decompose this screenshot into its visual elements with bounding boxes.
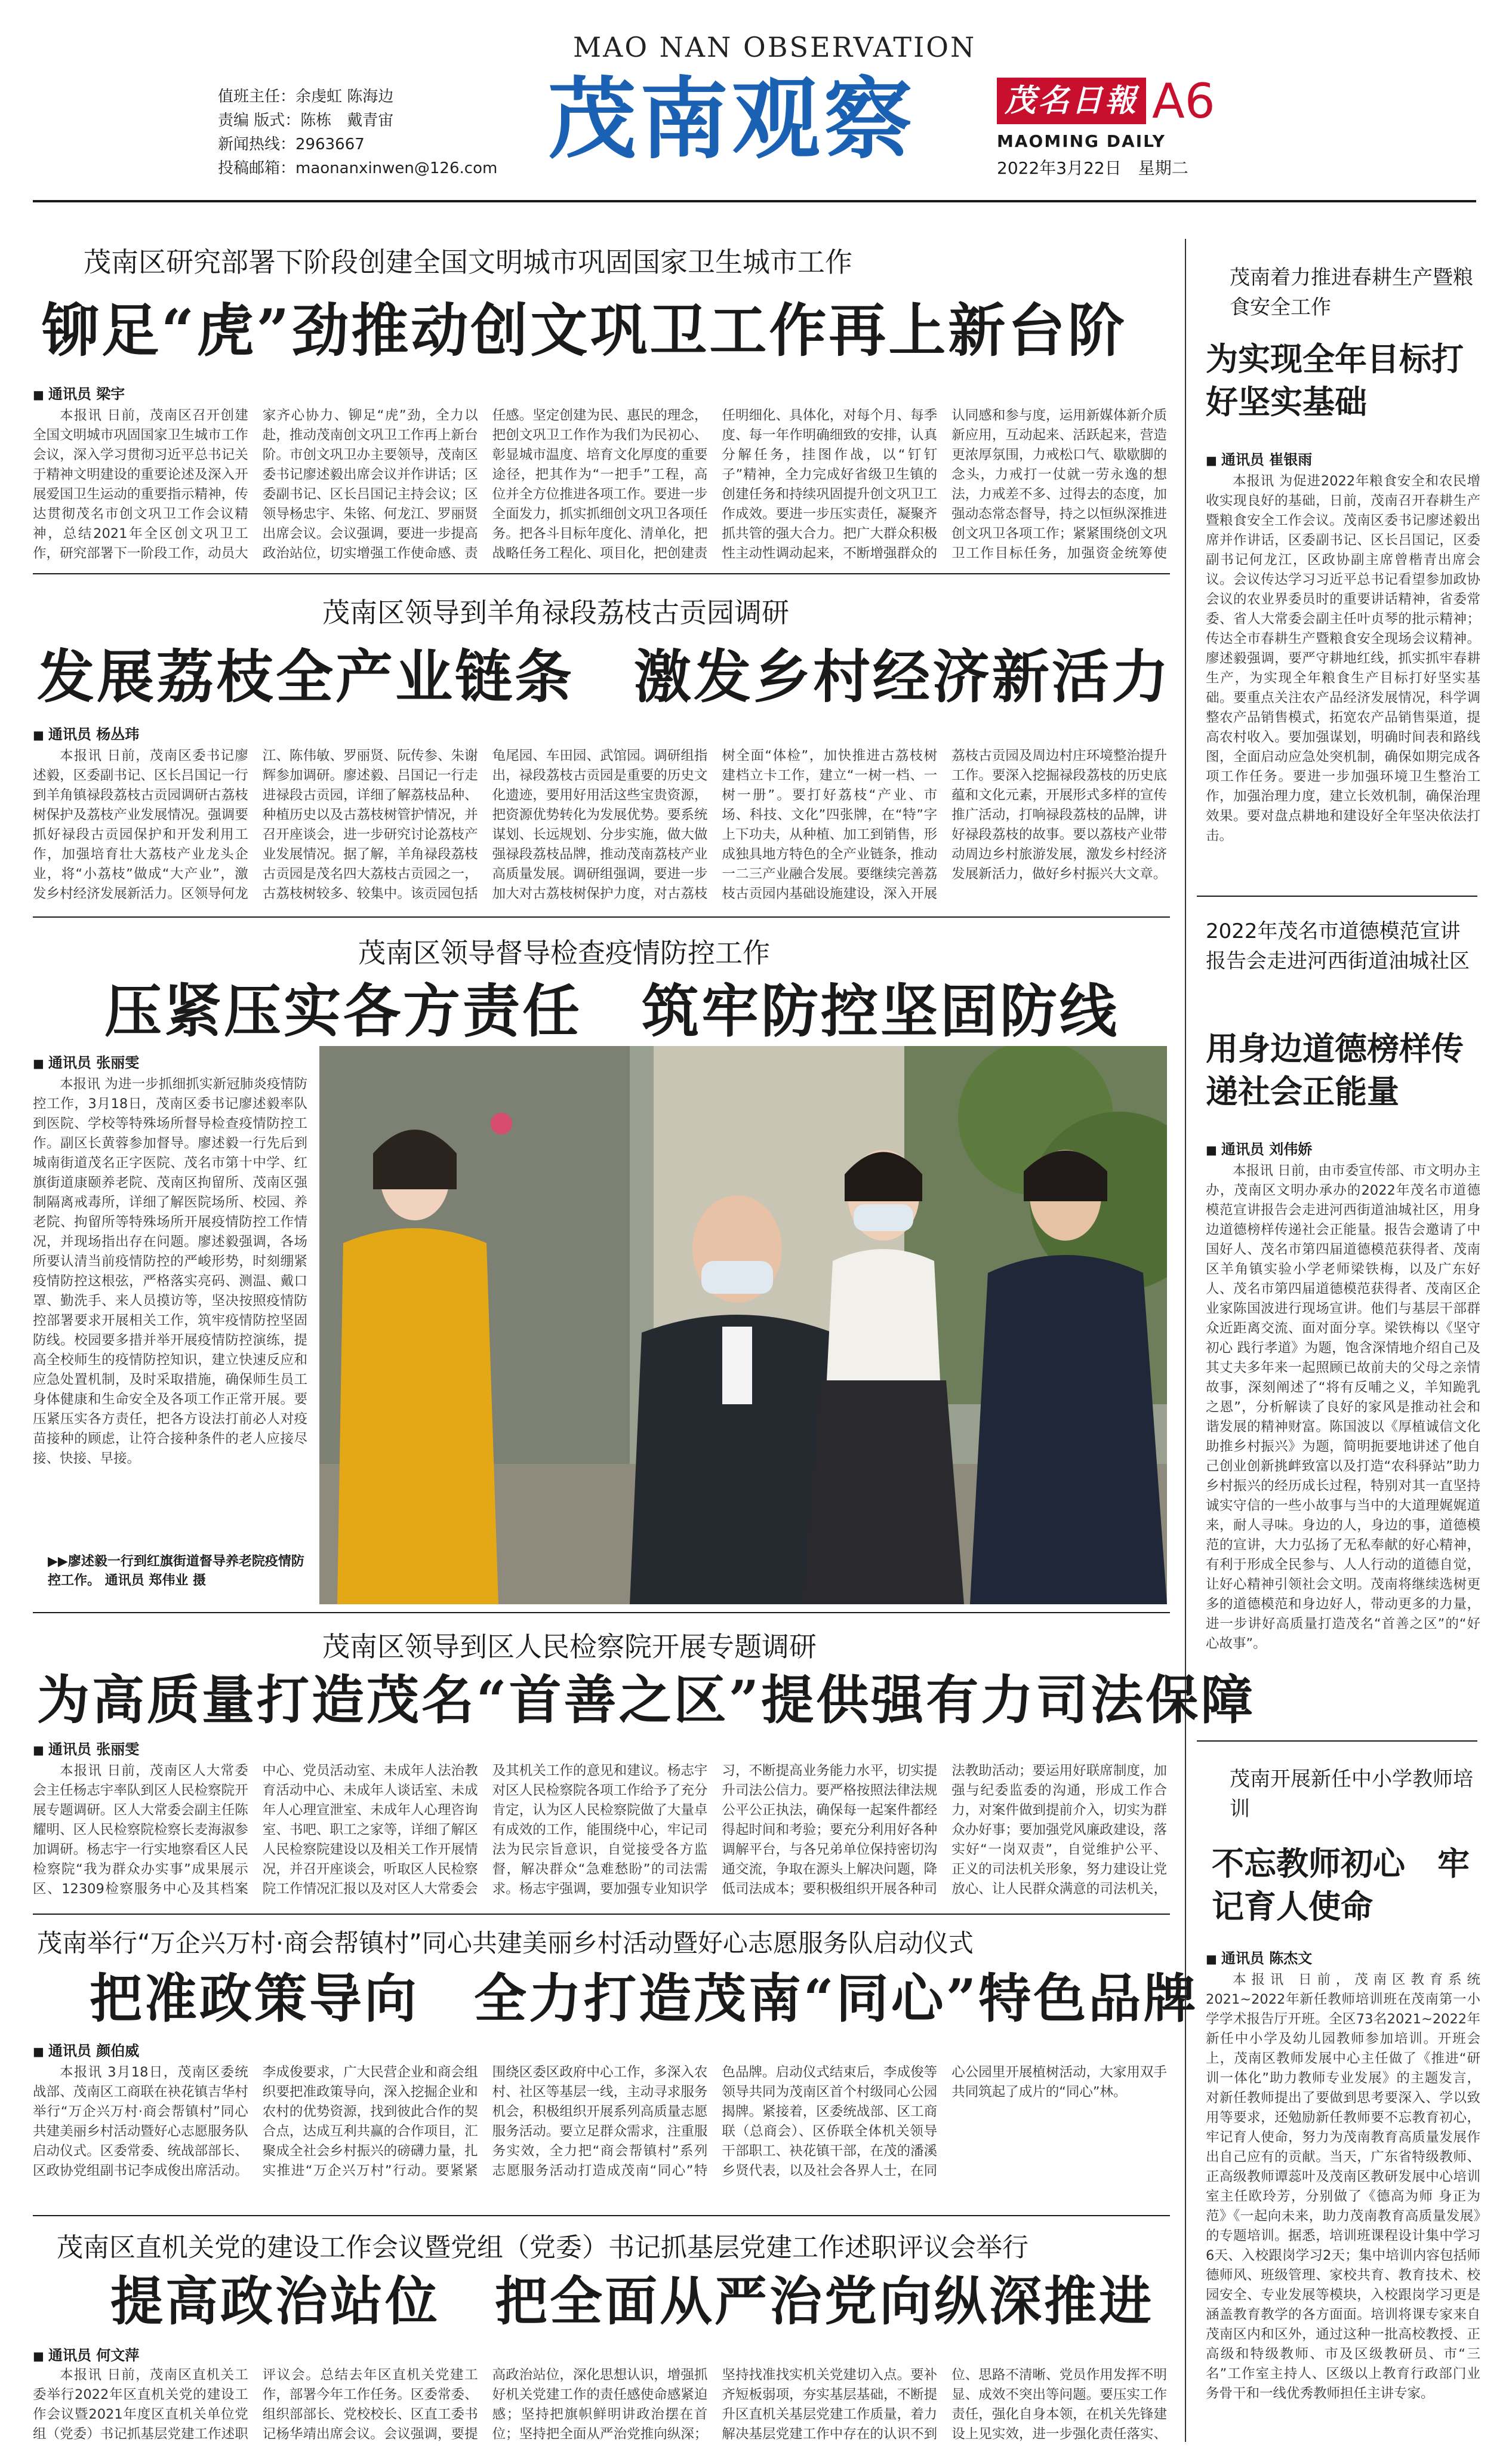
layout-line: 责编 版式：陈栋 戴青宙 [218,112,394,130]
column-divider [1185,239,1186,2442]
news-photo [319,1046,1167,1604]
article-6-kicker: 茂南区直机关党的建设工作会议暨党组（党委）书记抓基层党建工作述职评议会举行 [57,2232,1028,2263]
photo-caption: ▶▶廖述毅一行到红旗街道督导养老院疫情防控工作。 通讯员 郑伟业 摄 [48,1554,304,1588]
article-5-body: 本报讯 3月18日，茂南区委统战部、茂南区工商联在袂花镇吉华村举行“万企兴万村·商会帮镇村”同心共建美丽乡村活动暨好心志愿服务队启动仪式。区委常委、统战部部长、区政协党组副书记李成俊出席活动。李成俊要求，广大民营企业和商会组织要把准政策导向，深入挖掘企业和农村的优势资源，找到彼此合作的契合点，达成互利共赢的合作项目，汇聚成全社会乡村振兴的磅礴力量，扎实推进“万企兴万村”行动。要紧紧围绕区委区政府中心工作，多深入农村、社区等基层一线，主动寻求服务机会，积极组织开展系列高质量志愿服务活动。要立足群众需求，注重服务实效，全力把“商会帮镇村”系列志愿服务活动打造成茂南“同心”特色品牌。启动仪式结束后，李成俊等领导共同为茂南区首个村级同心公园揭牌。紧接着，区委统战部、区工商联（总商会）、区侨联全体机关领导干部职工、袂花镇干部，在茂的潘溪乡贤代表，以及社会各界人士，在同心公园里开展植树活动，大家用双手共同筑起了成片的“同心”林。 [33,2065,1167,2179]
article-2-kicker: 茂南区领导到羊角禄段荔枝古贡园调研 [322,596,789,629]
side-3-headline: 不忘教师初心 牢记育人使命 [1212,1844,1470,1925]
article-1-body: 本报讯 日前，茂南区召开创建全国文明城市巩固国家卫生城市工作会议，深入学习贯彻习近平总书记关于精神文明建设的重要论述及深入开展爱国卫生运动的重要指示精神，传达贯彻茂名市创文巩卫工作会议精神，总结2021年全区创文巩卫工作，研究部署下一阶段工作，动员大家齐心协力、铆足“虎”劲，全力以赴，推动茂南创文巩卫工作再上新台阶。市创文巩卫办主要领导，茂南区委书记廖述毅出席会议并作讲话；区委副书记、区长吕国记主持会议；区领导杨忠宇、朱铭、何龙江、罗丽贤出席会议。会议强调，要进一步提高政治站位，切实增强工作使命感、责任感。坚定创建为民、惠民的理念，把创文巩卫工作作为我们为民初心、彰显城市温度、培育文化厚度的重要途径，把其作为“一把手”工程，高位并全方位推进各项工作。要进一步全面发力，抓实抓细创文巩卫各项任务。把各斗目标年度化、清单化，把战略任务工程化、项目化，把创建责任明细化、具体化，对每个月、每季度、每一年作明确细致的安排，认真分解任务，挂图作战，以“钉钉子”精神，全力完成好省级卫生镇的创建任务和持续巩固提升创文巩卫工作成效。要进一步压实责任，凝聚齐抓共管的强大合力。把广大群众积极性主动性调动起来，不断增强群众的认同感和参与度，运用新媒体新介质新应用，互动起来、活跃起来，营造更浓厚氛围，力戒松口气、歇歇脚的念头，力戒打一仗就一劳永逸的想法，力戒差不多、过得去的态度，加强动态常态督导，持之以恒纵深推进创文巩卫各项工作；紧紧围绕创文巩卫工作目标任务，加强资金统筹使 [33,408,1167,561]
article-3-headline: 压紧压实各方责任 筑牢防控坚固防线 [104,977,1119,1045]
article-rule [33,1612,1170,1613]
article-5-byline: ■ 通讯员 颜伯威 [33,2039,139,2060]
issue-date: 2022年3月22日 星期二 [997,158,1188,178]
article-5-headline: 把准政策导向 全力打造茂南“同心”特色品牌 [90,1967,1199,2029]
article-3-byline: ■ 通讯员 张丽雯 [33,1051,139,1072]
side-2-headline: 用身边道德榜样传递社会正能量 [1206,1029,1464,1111]
phone-line: 新闻热线：2963667 [218,136,365,153]
paper-logo: 茂名日報 [997,78,1146,124]
article-1-byline: ■ 通讯员 梁宇 [33,382,125,403]
article-rule [33,1914,1170,1915]
side-2-kicker: 2022年茂名市道德模范宣讲报告会走进河西街道油城社区 [1206,919,1470,973]
news-photo-illustration [319,1046,1167,1604]
article-3-body: 本报讯 为进一步抓细抓实新冠肺炎疫情防控工作，3月18日，茂南区委书记廖述毅率队到医院、学校等特殊场所督导检查疫情防控工作。副区长黄蓉参加督导。廖述毅一行先后到城南街道茂名正字医院、茂名市第十中学、红旗街道康颐养老院、茂南区拘留所、茂南区强制隔离戒毒所，详细了解医院场所、校园、养老院、拘留所等特殊场所开展疫情防控工作情况，并现场指出存在问题。廖述毅强调，各场所要认清当前疫情防控的严峻形势，时刻绷紧疫情防控这根弦，严格落实亮码、测温、戴口罩、勤洗手、来人员摸访等，坚决按照疫情防控部署要求开展相关工作，筑牢疫情防控坚固防线。校园要多措并举开展疫情防控演练，提高全校师生的疫情防控知识，建立快速反应和应急处置机制，及时采取措施，确保师生员工身体健康和生命安全及各项工作正常开展。要压紧压实各方责任，把各方设法打前必人对疫苗接种的顾虑，让符合接种条件的老人应接尽接、快接、早接。 [33,1076,307,1466]
article-1-headline: 铆足“虎”劲推动创文巩卫工作再上新台阶 [42,297,1128,364]
article-rule [33,573,1170,574]
side-1-byline: ■ 通讯员 崔银雨 [1206,448,1312,469]
masthead-title: 茂南观察 [548,67,916,171]
article-rule [33,916,1170,918]
article-rule [33,2215,1170,2216]
page-number: A6 [1152,73,1215,129]
article-6-byline: ■ 通讯员 何文萍 [33,2343,139,2364]
side-3-body: 本报讯 日前，茂南区教育系统2021~2022年新任教师培训班在茂南第一小学学术报告厅开班。全区73名2021~2022年新任中小学及幼儿园教师参加培训。开班会上，茂南区教师发展中心主任做了《推进“研训一体化”助力教师专业发展》的主题发言，对新任教师提出了要做到思考要深入、学以致用等要求，还勉励新任教师要不忘教育初心，牢记育人使命，努力为茂南教育高质量发展作出自己应有的贡献。当天，广东省特级教师、正高级教师谭蕊叶及茂南区教研发展中心培训室主任欧玲芳，分别做了《德高为师 身正为范》《一起向未来，助力茂南教育高质量发展》的专题培训。据悉，培训班课程设计集中学习6天、入校跟岗学习2天；集中培训内容包括师德师风、班级管理、家校共育、教育技术、校园安全、专业发展等模块，入校跟岗学习更是涵盖教育教学的各方面面。培训将课专家来自茂南区内和区外，通过这种一批高校教授、正高级和特级教师、市及区级教研员、市“三名”工作室主持人、区级以上教育行政部门业务骨干和一线优秀教师担任主讲专家。 [1206,1972,1480,2401]
article-4-kicker: 茂南区领导到区人民检察院开展专题调研 [322,1631,817,1663]
editor-line: 值班主任：余虔虹 陈海边 [218,88,394,106]
article-1-kicker: 茂南区研究部署下阶段创建全国文明城市巩固国家卫生城市工作 [84,246,852,278]
article-5-kicker: 茂南举行“万企兴万村·商会帮镇村”同心共建美丽乡村活动暨好心志愿服务队启动仪式 [37,1928,974,1958]
article-4-byline: ■ 通讯员 张丽雯 [33,1737,139,1758]
email-line: 投稿邮箱：maonanxinwen@126.com [218,159,498,177]
masthead-meta [218,85,497,180]
article-3-kicker: 茂南区领导督导检查疫情防控工作 [358,937,770,969]
side-2-body: 本报讯 日前，由市委宣传部、市文明办主办，茂南区文明办承办的2022年茂名市道德模范宣讲报告会走进河西街道油城社区，用身边道德榜样传递社会正能量。报告会邀请了中国好人、茂名市第四届道德模范获得者、茂南区羊角镇实验小学老师梁铁梅，以及广东好人、茂名市第四届道德模范获得者、茂南区企业家陈国波进行现场宣讲。他们与基层干部群众近距离交流、面对面分享。梁铁梅以《坚守初心 践行孝道》为题，饱含深情地介绍自己及其丈夫多年来一起照顾已故前夫的父母之亲情故事，深刻阐述了“将有反哺之义，羊知跪乳之恩”，分析解读了良好的家风是推动社会和谐发展的精神财富。陈国波以《厚植诚信文化 助推乡村振兴》为题，简明扼要地讲述了他自己创业创新挑衅致富以及打造“农科驿站”助力乡村振兴的经历成长过程，特别对其一直坚持诚实守信的一些小故事与当中的大道理娓娓道来，耐人寻味。身边的人，身边的事，道德模范的宣讲，大力弘扬了无私奉献的好心精神，有利于形成全民参与、人人行动的道德自觉，让好心精神引领社会文明。茂南将继续选树更多的道德模范和身边好人，带动更多的力量，进一步讲好高质量打造茂名“首善之区”的“好心故事”。 [1206,1163,1480,1651]
article-4-headline: 为高质量打造茂名“首善之区”提供强有力司法保障 [37,1669,1256,1731]
masthead-english: MAO NAN OBSERVATION [573,31,977,63]
article-2-byline: ■ 通讯员 杨丛玮 [33,722,139,743]
paper-english-name: MAOMING DAILY [997,131,1166,151]
side-1-kicker: 茂南着力推进春耕生产暨粮食安全工作 [1230,266,1473,319]
side-rule [1197,896,1477,897]
side-2-byline: ■ 通讯员 刘伟娇 [1206,1137,1312,1158]
article-2-headline: 发展荔枝全产业链条 激发乡村经济新活力 [37,643,1171,710]
side-3-kicker: 茂南开展新任中小学教师培训 [1230,1767,1473,1821]
side-1-headline: 为实现全年目标打好坚实基础 [1206,340,1464,421]
article-6-headline: 提高政治站位 把全面从严治党向纵深推进 [110,2270,1154,2332]
article-6-body: 本报讯 日前，茂南区直机关工委举行2022年区直机关党的建设工作会议暨2021年度区直机关单位党组（党委）书记抓基层党建工作述职评议会。总结去年区直机关党建工作，部署今年工作任务。区委常委、组织部部长、党校校长、区直工委书记杨华靖出席会议。会议强调，要提高政治站位，深化思想认识，增强抓好机关党建工作的责任感使命感紧迫感；坚持把旗帜鲜明讲政治摆在首位；坚持把全面从严治党推向纵深；坚持找准找实机关党建切入点。要补齐短板弱项，夯实基层基础，不断提升区直机关基层党建工作质量，着力解决基层党建工作中存在的认识不到位、思路不清晰、党员作用发挥不明显、成效不突出等问题。要压实工作责任，强化自身本领，在机关先锋建设上见实效，进一步强化责任落实、 [33,2367,1167,2442]
article-4-body: 本报讯 日前，茂南区人大常委会主任杨志宇率队到区人民检察院开展专题调研。区人大常委会副主任陈耀明、区人民检察院检察长麦海淑参加调研。杨志宇一行实地察看区人民检察院“我为群众办实事”成果展示区、12309检察服务中心及其档案中心、党员活动室、未成年人法治教育活动中心、未成年人谈话室、未成年人心理宣泄室、未成年人心理咨询室、书吧、职工之家等，详细了解区人民检察院建设以及相关工作开展情况，并召开座谈会，听取区人民检察院工作情况汇报以及对区人大常委会及其机关工作的意见和建议。杨志宇对区人民检察院各项工作给予了充分肯定，认为区人民检察院做了大量卓有成效的工作，能围绕中心，牢记司法为民宗旨意识，自觉接受各方监督，解决群众“急难愁盼”的司法需求。杨志宇强调，要加强专业知识学习，不断提高业务能力水平，切实提升司法公信力。要严格按照法律法规公平公正执法，确保每一起案件都经得起时间和考验；要充分利用好各种调解平台，与各兄弟单位保持密切沟通交流，争取在源头上解决问题，降低司法成本；要积极组织开展各种司法教助活动；要运用好联席制度，加强与纪委监委的沟通，形成工作合力，对案件做到提前介入，切实为群众办好事；要加强党风廉政建设，落实好“一岗双责”，自觉维护公平、正义的司法机关形象，努力建设让党放心、让人民群众满意的司法机关， [33,1763,1167,1897]
side-1-body: 本报讯 为促进2022年粮食安全和农民增收实现良好的基础，日前，茂南召开春耕生产暨粮食安全工作会议。茂南区委书记廖述毅出席并作讲话，区委副书记、区长吕国记，区委副书记何龙江，区政协副主席曾楷青出席会议。会议传达学习习近平总书记看望参加政协会议的农业界委员时的重要讲话精神，省委常委、省人大常委会副主任叶贞琴的批示精神；传达全市春耕生产暨粮食安全现场会议精神。廖述毅强调，要严守耕地红线，抓实抓牢春耕生产，为实现全年粮食生产目标打好坚实基础。要重点关注农产品经济发展情况，科学调整农产品销售模式，拓宽农产品销售渠道，提高农村收入。要加强谋划，明确时间表和路线图，全面启动应急处突机制，确保如期完成各项工作任务。要进一步加强环境卫生整治工作，加强治理力度，建立长效机制，确保治理效果。要对盘点耕地和建设好全年坚决依法打击。 [1206,473,1480,844]
article-2-body: 本报讯 日前，茂南区委书记廖述毅，区委副书记、区长吕国记一行到羊角镇禄段荔枝古贡园调研古荔枝树保护及荔枝产业发展情况。强调要抓好禄段古贡园保护和开发利用工作，加强培育壮大荔枝产业龙头企业，将“小荔枝”做成“大产业”，激发乡村经济发展新活力。区领导何龙江、陈伟敏、罗丽贤、阮传参、朱谢辉参加调研。廖述毅、吕国记一行走进禄段古贡园，详细了解荔枝品种、种植历史以及古荔枝树管护情况，并召开座谈会，进一步研究讨论荔枝产业发展情况。据了解，羊角禄段荔枝古贡园是茂名四大荔枝古贡园之一，古荔枝树较多、较集中。该贡园包括龟尾园、车田园、武馆园。调研组指出，禄段荔枝古贡园是重要的历史文化遗迹，要用好用活这些宝贵资源，把资源优势转化为发展优势。要系统谋划、长远规划、分步实施，做大做强禄段荔枝品牌，推动茂南荔枝产业高质量发展。调研组强调，要进一步加大对古荔枝树保护力度，对古荔枝树全面“体检”，加快推进古荔枝树建档立卡工作，建立“一树一档、一树一册”。要打好荔枝“产业、市场、科技、文化”四张牌，在“特”字上下功夫，从种植、加工到销售，形成独具地方特色的全产业链条，推动一二三产业融合发展。要继续完善荔枝古贡园内基础设施建设，深入开展荔枝古贡园及周边村庄环境整治提升工作。要深入挖掘禄段荔枝的历史底蕴和文化元素，开展形式多样的宣传推广活动，打响禄段荔枝的品牌，讲好禄段荔枝的故事。要以荔枝产业带动周边乡村旅游发展，激发乡村经济发展新活力，做好乡村振兴大文章。 [33,748,1167,902]
side-rule [1197,1740,1477,1742]
side-3-byline: ■ 通讯员 陈杰文 [1206,1946,1312,1967]
masthead-rule [33,200,1476,202]
